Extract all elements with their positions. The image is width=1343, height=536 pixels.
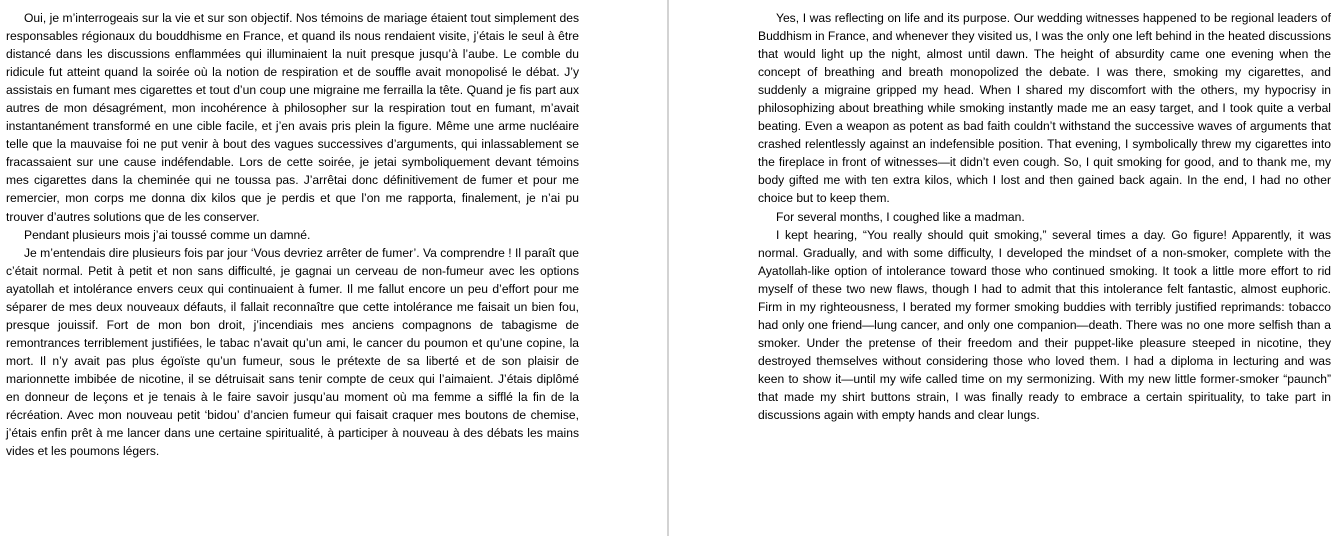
french-paragraph-1: Oui, je m’interrogeais sur la vie et sur son objectif. Nos témoins de mariage étaient tout simplement des responsables régionaux du bouddhisme en France, et quand ils nous rendaient visite, j’étais le seul à être distancé dans les discussions enflammées qui illuminaient la nuit presque jusqu’à l’aube. Le comble du ridicule fut atteint quand la soirée où la notion de respiration et de souffle avait monopolisé le débat. J’y assistais en fumant mes cigarettes et tout d’un coup une migraine me ferrailla la tête. Quand je fis part aux autres de mon désagrément, mon incohérence à philosopher sur la respiration tout en fumant, m’avait instantanément transformé en une cible facile, et j’en avais pris plein la figure. Même une arme nucléaire telle que la mauvaise foi ne put venir à bout des vagues successives d’arguments, qui inlassablement se fracassaient sur une cause indéfendable. Lors de cette soirée, je jetai symboliquement devant témoins mes cigarettes dans la cheminée qui ne toussa pas. J’arrêtai donc définitivement de fumer et pour me remercier, mon corps me donna dix kilos que je perdis et que l’on me rapporta, finalement, je n’ai pu trouver d’autres solutions que de les conserver. [6,11,579,224]
english-paragraph-1: Yes, I was reflecting on life and its purpose. Our wedding witnesses happened to be regional leaders of Buddhism in France, and whenever they visited us, I was the only one left behind in the heated discussions that would light up the night, almost until dawn. The height of absurdity came one evening when the concept of breathing and breath monopolized the debate. I was there, smoking my cigarettes, and suddenly a migraine gripped my head. When I shared my discomfort with the others, my hypocrisy in philosophizing about breathing while smoking instantly made me an easy target, and I took quite a verbal beating. Even a weapon as potent as bad faith couldn’t withstand the successive waves of arguments that crashed relentlessly against an indefensible position. That evening, I symbolically threw my cigarettes into the fireplace in front of witnesses—it didn’t even cough. So, I quit smoking for good, and to thank me, my body gifted me with ten extra kilos, which I lost and then gained back again. In the end, I had no other choice but to keep them. [758,11,1331,206]
english-paragraph-3: I kept hearing, “You really should quit smoking,” several times a day. Go figure! Apparently, it was normal. Gradually, and with some difficulty, I developed the mindset of a non-smoker, complete with the Ayatollah-like option of intolerance toward those who continued smoking. It took a little more effort to rid myself of these two new flaws, though I had to admit that this intolerance felt fantastic, almost euphoric. Firm in my righteousness, I berated my former smoking buddies with terribly justified reprimands: tobacco had only one friend—lung cancer, and only one companion—death. There was no one more selfish than a smoker. Under the pretense of their freedom and their puppet-like pleasure steeped in nicotine, they destroyed themselves without considering those who loved them. I had a diploma in lecturing and was keen to show it—until my wife called time on my sermonizing. With my new little former-smoker “paunch” that made my shirt buttons strain, I was finally ready to embrace a certain spirituality, to take part in discussions again with empty hands and clear lungs. [758,227,1331,423]
french-paragraph-2: Pendant plusieurs mois j’ai toussé comme un damné. [24,227,311,242]
english-text-column [758,9,1331,424]
french-text-column [6,9,579,460]
english-paragraph-2: For several months, I coughed like a madman. [776,209,1025,224]
column-divider [667,0,669,536]
french-paragraph-3: Je m’entendais dire plusieurs fois par jour ‘Vous devriez arrêter de fumer’. Va comprendre ! Il paraît que c’était normal. Petit à petit et non sans difficulté, je gagnai un cerveau de non-fumeur avec les options ayatollah et intolérance envers ceux qui continuaient à fumer. Il me fallut encore un peu d’effort pour me séparer de mes deux nouveaux défauts, il fallait reconnaître que cette intolérance me faisait un bien fou, presque jouissif. Fort de mon bon droit, j’incendiais mes anciens compagnons de tabagisme de remontrances terriblement justifiées, le tabac n’avait qu’un ami, le cancer du poumon et qu’une copine, la mort. Il n’y avait pas plus égoïste qu’un fumeur, sous le prétexte de sa liberté et de son plaisir de marionnette imbibée de nicotine, il se détruisait sans tenir compte de ceux qui l’aimaient. J’étais diplômé en donneur de leçons et je tenais à le faire savoir jusqu’au moment où ma femme a sifflé la fin de la récréation. Avec mon nouveau petit ‘bidou’ d’ancien fumeur qui faisait craquer mes boutons de chemise, j’étais enfin prêt à me lancer dans une certaine spiritualité, à participer à nouveau à des débats les mains vides et les poumons légers. [6,245,579,459]
